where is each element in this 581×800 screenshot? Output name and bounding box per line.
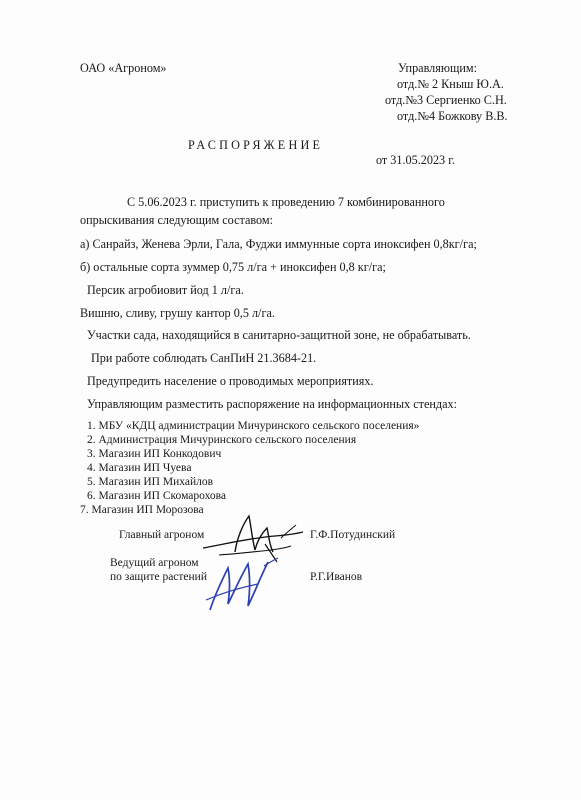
item-a: а) Санрайз, Женева Эрли, Гала, Фуджи иммунные сорта иноксифен 0,8кг/га; (80, 237, 477, 251)
item-b: б) остальные сорта зуммер 0,75 л/га + иноксифен 0,8 кг/га; (80, 260, 386, 274)
chief-agronomist-title: Главный агроном (119, 529, 205, 541)
chief-agronomist-name: Г.Ф.Потудинский (310, 529, 396, 541)
list-item: 1. МБУ «КДЦ администрации Мичуринского сельского поселения» (87, 420, 420, 432)
company-name: ОАО «Агроном» (80, 61, 167, 75)
recipient-dept-3: отд.№3 Сергиенко С.Н. (385, 93, 507, 107)
recipients-label: Управляющим: (398, 61, 477, 75)
document-title: РАСПОРЯЖЕНИЕ (188, 138, 324, 152)
lead-agronomist-signature (202, 554, 282, 616)
list-item: 2. Администрация Мичуринского сельского поселения (87, 434, 357, 446)
document-date: от 31.05.2023 г. (376, 153, 455, 167)
lead-agronomist-title-2: по защите растений (110, 571, 207, 583)
list-item: 3. Магазин ИП Конкодович (87, 448, 222, 460)
cherry-line: Вишню, сливу, грушу кантор 0,5 л/га. (80, 306, 275, 320)
list-item: 5. Магазин ИП Михайлов (87, 476, 214, 488)
intro-line-1: С 5.06.2023 г. приступить к проведению 7 комбинированного (127, 195, 445, 209)
list-item: 4. Магазин ИП Чуева (87, 462, 192, 474)
list-item: 6. Магазин ИП Скомарохова (87, 490, 227, 502)
lead-agronomist-title-1: Ведущий агроном (110, 557, 199, 569)
lead-agronomist-name: Р.Г.Иванов (310, 571, 363, 583)
sanitary-zone-line: Участки сада, находящийся в санитарно-защитной зоне, не обрабатывать. (87, 328, 471, 342)
recipient-dept-2: отд.№ 2 Кныш Ю.А. (397, 77, 504, 91)
managers-line: Управляющим разместить распоряжение на информационных стендах: (87, 397, 458, 411)
peach-line: Персик агробиовит йод 1 л/га. (87, 283, 244, 297)
list-item: 7. Магазин ИП Морозова (80, 504, 204, 516)
sanpin-line: При работе соблюдать СанПиН 21.3684-21. (91, 351, 317, 365)
recipient-dept-4: отд.№4 Божкову В.В. (397, 109, 508, 123)
intro-line-2: опрыскивания следующим составом: (80, 213, 273, 227)
warn-line: Предупредить население о проводимых мероприятиях. (87, 374, 374, 388)
